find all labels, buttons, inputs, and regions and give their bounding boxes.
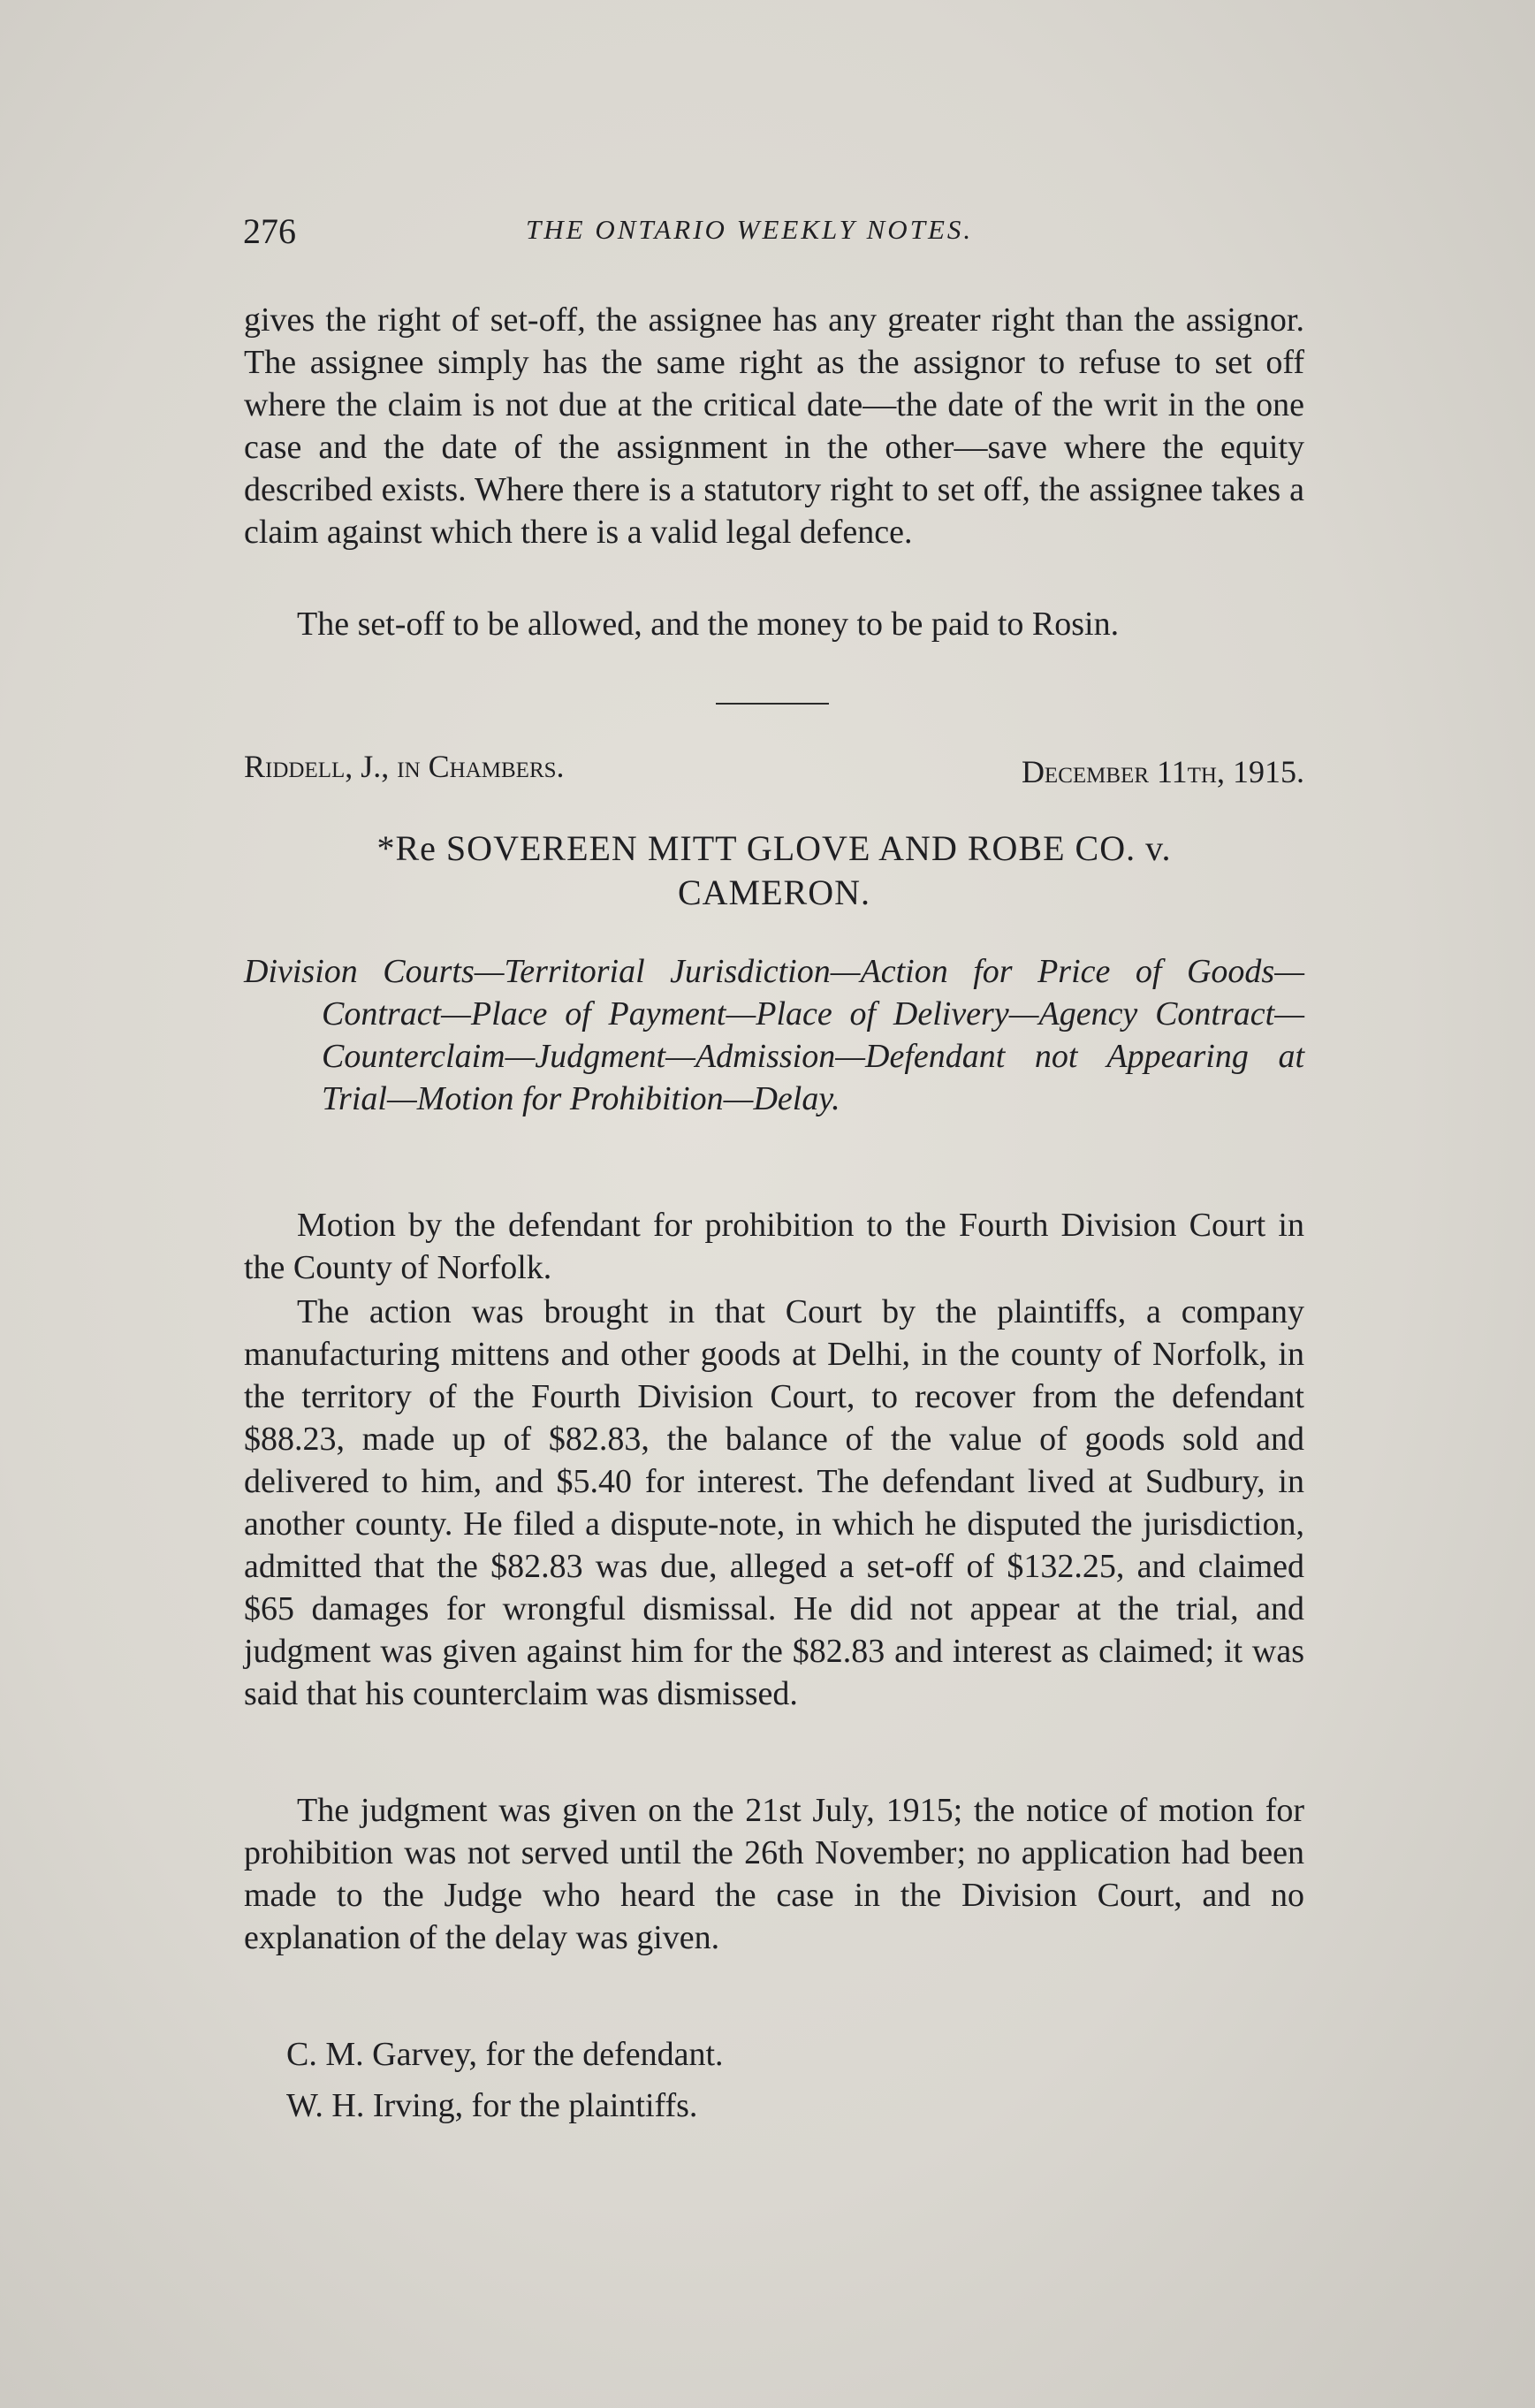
paragraph-action: The action was brought in that Court by the plaintiffs, a company manufacturing mittens and other goods at Delhi, in the county of Norfolk, in the territory of the Fourth Division Court, to recover from the defendant $88.23, made up of $82.83, the balance of the value of goods sold and delivered to him, and $5.40 for interest. The defendant lived at Sudbury, in another county. He filed a dispute-note, in which he disputed the jurisdiction, admitted that the $82.83 was due, alleged a set-off of $132.25, and claimed $65 damages for wrongful dismissal. He did not appear at the trial, and judgment was given against him for the $82.83 and interest as claimed; it was said that his counterclaim was dismissed.	[244, 1293, 1304, 1712]
judge-chambers: Riddell, J., in Chambers.	[244, 749, 565, 784]
section-divider	[716, 703, 829, 705]
headnote-text: Division Courts—Territorial Jurisdiction—Action for Price of Goods—Contract—Place of Payment—Place of Delivery—Agency Contract—Counterclaim—Judgment—Admission—Defendant not Appearing at Trial—Motion for Prohibition—Delay.	[244, 953, 1304, 1117]
case-title	[244, 827, 1304, 915]
case-date: December 11th, 1915.	[1021, 754, 1304, 789]
page-header	[243, 210, 1303, 263]
counsel-plaintiffs: W. H. Irving, for the plaintiffs.	[286, 2087, 698, 2124]
headnote	[244, 950, 1304, 1120]
page-number: 276	[243, 211, 296, 251]
case-title-line-2: CAMERON.	[677, 873, 871, 912]
paragraph-set-off: The set-off to be allowed, and the money to be paid to Rosin.	[297, 606, 1120, 643]
court-line	[244, 748, 1304, 792]
paragraph-continued: gives the right of set-off, the assignee has any greater right than the assignor. The assignee simply has the same right as the assignor to refuse to set off where the claim is not due at the critical date—the date of the writ in the one case and the date of the assignment in the other—save where the equity described exists. Where there is a statutory right to set off, the assignee takes a claim against which there is a valid legal defence.	[244, 301, 1304, 551]
running-title: THE ONTARIO WEEKLY NOTES.	[526, 214, 974, 245]
paragraph-judgment: The judgment was given on the 21st July, 1915; the notice of motion for prohibition was not served until the 26th November; no application had been made to the Judge who heard the case in the Division Court, and no explanation of the delay was given.	[244, 1792, 1304, 1956]
case-title-line-1: *Re SOVEREEN MITT GLOVE AND ROBE CO. v.	[376, 828, 1172, 868]
counsel-defendant: C. M. Garvey, for the defendant.	[286, 2036, 724, 2073]
paragraph-motion: Motion by the defendant for prohibition to the Fourth Division Court in the County of Norfolk.	[244, 1207, 1304, 1286]
